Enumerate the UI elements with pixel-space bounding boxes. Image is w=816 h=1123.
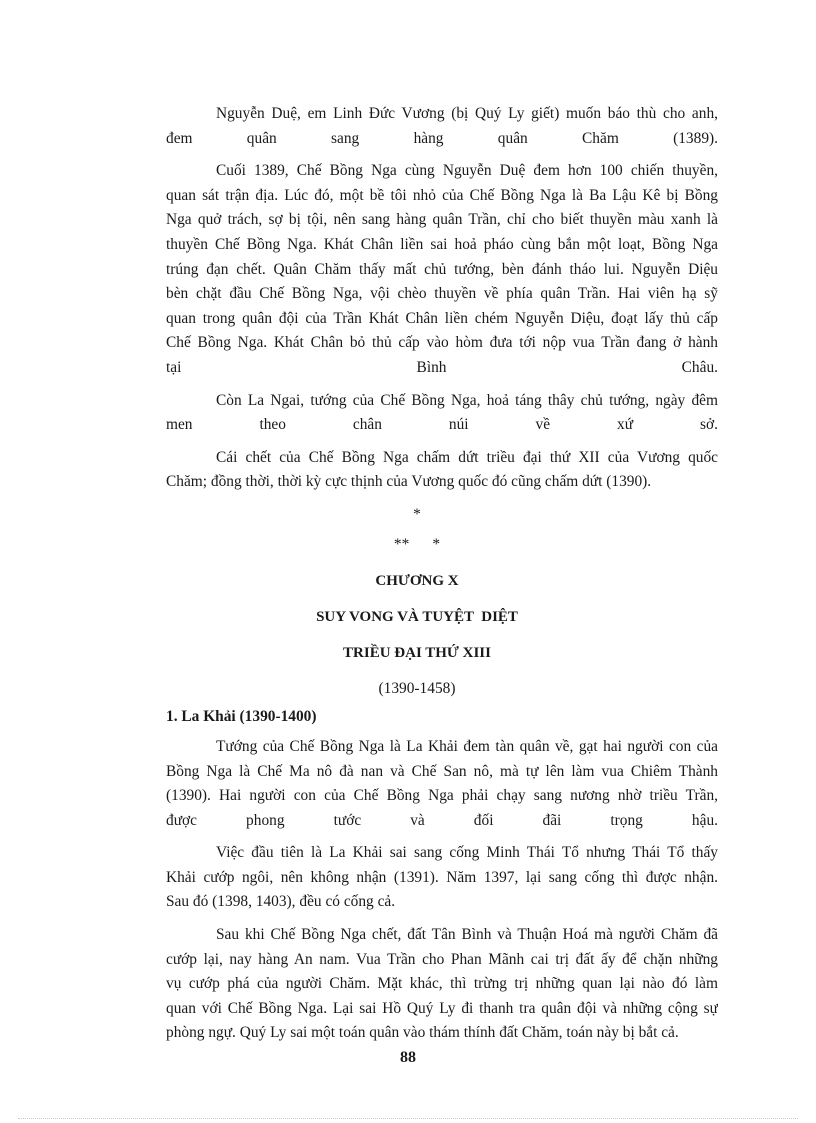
chapter-number: CHƯƠNG X	[375, 572, 459, 589]
chapter-title-line-1: SUY VONG VÀ TUYỆT DIỆT	[316, 608, 518, 625]
text-line: phòng ngự. Quý Ly sai một toán quân vào thám thính đất Chăm, toán này bị bắt cả.	[166, 1024, 679, 1042]
text-line: cướp lại, nay hàng An nam. Vua Trần cho Phan Mãnh cai trị đất ấy để chặn những	[166, 950, 718, 968]
text-line: Chế Bồng Nga. Khát Chân bỏ thủ cấp vào hòm đưa tới nộp vua Trần đang ở hành	[166, 334, 718, 352]
section-paragraph-3	[116, 923, 718, 1046]
text-line: men theo chân núi về xứ sở.	[166, 416, 718, 434]
text-line: Khải cướp ngôi, nên không nhận (1391). Năm 1397, lại sang cống thì được nhận.	[166, 868, 718, 886]
text-line: được phong tước và đối đãi trọng hậu.	[166, 811, 718, 829]
text-line: Tướng của Chế Bồng Nga là La Khải đem tàn quân về, gạt hai người con của	[216, 737, 718, 755]
text-line: đem quân sang hàng quân Chăm (1389).	[166, 129, 718, 147]
separator-stars-bottom	[116, 533, 718, 557]
text-line: Việc đầu tiên là La Khải sai sang cống Minh Thái Tổ nhưng Thái Tổ thấy	[216, 844, 718, 862]
text-line: Sau khi Chế Bồng Nga chết, đất Tân Bình và Thuận Hoá mà người Chăm đã	[216, 926, 718, 944]
text-line: quan với Chế Bồng Nga. Lại sai Hồ Quý Ly đi thanh tra quân đội và những cộng sự	[166, 999, 718, 1017]
page-body	[116, 102, 718, 1054]
text-line: Bồng Nga là Chế Ma nô đà nan và Chế San nô, mà tự lên làm vua Chiêm Thành	[166, 762, 718, 780]
text-line: Nguyễn Duệ, em Linh Đức Vương (bị Quý Ly giết) muốn báo thù cho anh,	[216, 105, 718, 122]
bottom-divider	[18, 1118, 798, 1119]
section-paragraph-2	[116, 841, 718, 915]
text-line: Cuối 1389, Chế Bồng Nga cùng Nguyễn Duệ đem hơn 100 chiến thuyền,	[216, 162, 718, 180]
text-line: quan trong quân đội của Trần Khát Chân liền chém Nguyễn Diệu, đoạt lấy thủ cấp	[166, 309, 718, 327]
text-line: vụ cướp phá của người Chăm. Mặt khác, thì trừng trị những quan lại nào đó làm	[166, 975, 718, 993]
section-title: 1. La Khải (1390-1400)	[166, 707, 317, 725]
text-line: quan sát trận địa. Lúc đó, một bề tôi nhỏ của Chế Bồng Nga là Ba Lậu Kê bị Bồng	[166, 186, 718, 204]
text-line: thuyền Chế Bồng Nga. Khát Chân liền sai hoả pháo cùng bắn một loạt, Bồng Nga	[166, 235, 718, 253]
separator-stars-top: *	[413, 505, 421, 523]
text-line: (1390). Hai người con của Chế Bồng Nga phải chạy sang nương nhờ triều Trần,	[166, 787, 718, 805]
paragraph-2	[116, 159, 718, 380]
section-paragraph-1	[116, 735, 718, 833]
chapter-dates: (1390-1458)	[378, 679, 456, 697]
text-line: bèn chặt đầu Chế Bồng Nga, vội chèo thuyền về phía quân Trần. Hai viên hạ sỹ	[166, 285, 718, 303]
text-line: Cái chết của Chế Bồng Nga chấm dứt triều đại thứ XII của Vương quốc	[216, 448, 718, 466]
text-line: Nga quở trách, sợ bị tội, nên sang hàng quân Trần, chỉ cho biết thuyền màu xanh là	[166, 211, 718, 229]
text-line: tại Bình Châu.	[166, 358, 718, 376]
paragraph-3	[116, 389, 718, 438]
text-line: Chăm; đồng thời, thời kỳ cực thịnh của Vương quốc đó cũng chấm dứt (1390).	[166, 473, 652, 491]
text-line: trúng đạn chết. Quân Chăm thấy mất chủ tướng, bèn đánh tháo lui. Nguyễn Diệu	[166, 260, 718, 278]
separator-stars-text: ** *	[393, 535, 441, 553]
page-number: 88	[400, 1049, 416, 1066]
text-line: Sau đó (1398, 1403), đều có cống cả.	[166, 893, 396, 911]
chapter-title-line-2: TRIỀU ĐẠI THỨ XIII	[343, 644, 491, 661]
paragraph-1	[116, 102, 718, 151]
text-line: Còn La Ngai, tướng của Chế Bồng Nga, hoả táng thây chủ tướng, ngày đêm	[216, 391, 718, 409]
paragraph-4	[116, 446, 718, 495]
